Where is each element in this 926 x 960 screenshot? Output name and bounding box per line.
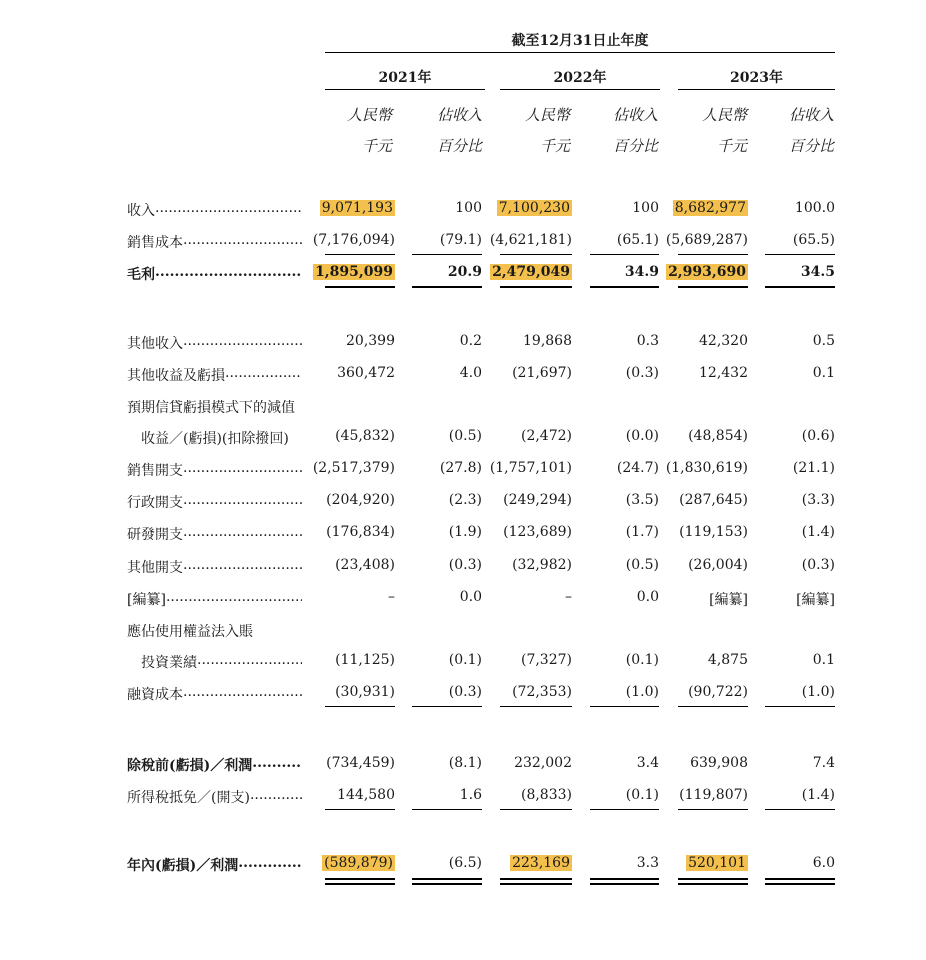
subtotal-rule (412, 254, 482, 255)
cell-value: (5,689,287) (665, 232, 748, 248)
cell-value: 2,479,049 (492, 264, 570, 280)
cell-value: (287,645) (679, 492, 748, 508)
cell-value: (1.4) (801, 524, 835, 540)
unit-percent-line1: 佔收入 (436, 106, 482, 124)
row-label: 預期信貸虧損模式下的減值 (127, 400, 295, 416)
cell-value: (65.1) (616, 232, 659, 248)
subtotal-rule (500, 809, 572, 810)
unit-amount-line2: 千元 (716, 137, 747, 155)
cell-value: 4.0 (459, 365, 482, 381)
cell-value: 0.1 (812, 652, 835, 668)
subtotal-rule (325, 286, 395, 288)
cell-value: 223,169 (512, 855, 570, 871)
cell-percent-2023 (725, 524, 835, 540)
row-label (141, 652, 302, 672)
cell-value: 7.4 (812, 755, 835, 771)
subtotal-rule (765, 809, 835, 810)
cell-value: 0.3 (636, 333, 659, 349)
cell-value: 1.6 (459, 787, 482, 803)
cell-value: 100 (632, 200, 659, 216)
cell-value: 19,868 (523, 333, 572, 349)
cell-value: 6.0 (812, 855, 835, 871)
cell-value: (1.0) (625, 684, 659, 700)
cell-value: (48,854) (688, 428, 748, 444)
row-label (127, 333, 302, 353)
cell-percent-2023 (725, 855, 835, 871)
cell-percent-2023 (725, 492, 835, 508)
year-rule-2022 (500, 89, 660, 90)
cell-value: (589,879) (324, 855, 393, 871)
cell-value: (0.3) (801, 557, 835, 573)
year-2023: 2023年 (730, 70, 783, 86)
cell-percent-2023 (725, 428, 835, 444)
subtotal-rule (500, 706, 572, 707)
cell-value: (2,517,379) (312, 460, 395, 476)
row-label (127, 755, 302, 775)
double-total-rule (325, 878, 395, 885)
cell-value: (1.4) (801, 787, 835, 803)
cell-value: 0.2 (459, 333, 482, 349)
subtotal-rule (412, 706, 482, 707)
cell-value: (65.5) (792, 232, 835, 248)
cell-value: (119,153) (679, 524, 748, 540)
row-label-text: 除稅前(虧損)／利潤 (127, 758, 253, 774)
row-label (127, 232, 302, 252)
cell-value: 7,100,230 (498, 200, 570, 216)
unit-amount-line1: 人民幣 (524, 106, 570, 124)
row-label-text: 毛利 (127, 267, 155, 283)
cell-value: (26,004) (688, 557, 748, 573)
cell-percent-2023 (725, 264, 835, 280)
cell-value: (21.1) (792, 460, 835, 476)
cell-value: 1,895,099 (315, 264, 393, 280)
cell-value: (27.8) (439, 460, 482, 476)
cell-value: (249,294) (503, 492, 572, 508)
subtotal-rule (678, 254, 748, 255)
cell-value: (0.3) (448, 684, 482, 700)
cell-value: (176,834) (326, 524, 395, 540)
cell-value: (7,176,094) (312, 232, 395, 248)
row-label (127, 787, 302, 807)
cell-value: 34.5 (800, 264, 835, 280)
row-label (127, 855, 302, 875)
cell-percent-2023 (725, 460, 835, 476)
row-label-text: 所得稅抵免／(開支) (127, 790, 250, 806)
cell-value: (1.7) (625, 524, 659, 540)
cell-value: 34.9 (624, 264, 659, 280)
cell-value: 9,071,193 (321, 200, 393, 216)
cell-percent-2023 (725, 557, 835, 573)
cell-value: (23,408) (335, 557, 395, 573)
row-label-text: 銷售成本 (127, 235, 183, 251)
cell-value: 3.4 (636, 755, 659, 771)
row-label (127, 524, 302, 544)
cell-value: (90,722) (688, 684, 748, 700)
cell-value: 232,002 (514, 755, 572, 771)
subtotal-rule (325, 254, 395, 255)
cell-value: 0.0 (459, 589, 482, 605)
cell-value: (1.9) (448, 524, 482, 540)
cell-value: (3.5) (625, 492, 659, 508)
subtotal-rule (590, 809, 659, 810)
row-label (127, 264, 302, 284)
year-rule-2023 (678, 89, 835, 90)
cell-value: (7,327) (520, 652, 572, 668)
row-label-text: 融資成本 (127, 687, 183, 703)
row-label-text: 研發開支 (127, 527, 183, 543)
cell-value: (0.3) (448, 557, 482, 573)
cell-value: (0.5) (448, 428, 482, 444)
cell-value: [編纂] (796, 592, 835, 608)
cell-percent-2023 (725, 232, 835, 248)
cell-value: (0.1) (625, 652, 659, 668)
unit-amount-line2: 千元 (361, 137, 392, 155)
row-label-text: 銷售開支 (127, 463, 183, 479)
cell-value: (6.5) (448, 855, 482, 871)
double-total-rule (678, 878, 748, 885)
cell-value: (0.5) (625, 557, 659, 573)
cell-value: 20.9 (447, 264, 482, 280)
subtotal-rule (500, 254, 572, 255)
leader-dots (155, 264, 302, 284)
cell-percent-2023 (725, 652, 835, 668)
double-total-rule (412, 878, 482, 885)
cell-percent-2023 (725, 787, 835, 803)
year-2021: 2021年 (378, 70, 432, 86)
row-label-text: 年內(虧損)／利潤 (127, 858, 239, 874)
row-label (127, 684, 302, 704)
subtotal-rule (678, 706, 748, 707)
cell-percent-2023 (725, 684, 835, 700)
leader-dots (166, 589, 302, 609)
cell-value: (32,982) (512, 557, 572, 573)
row-label-text: 投資業績 (141, 655, 197, 671)
row-label-text: [編纂] (127, 592, 166, 608)
cell-value: 0.0 (636, 589, 659, 605)
cell-value: (0.3) (625, 365, 659, 381)
row-label-text: 其他收入 (127, 336, 183, 352)
cell-value: [編纂] (709, 592, 748, 608)
cell-value: (8,833) (520, 787, 572, 803)
unit-percent-line2: 百分比 (436, 137, 482, 155)
subtotal-rule (590, 706, 659, 707)
row-label (127, 589, 302, 609)
cell-value: (21,697) (512, 365, 572, 381)
subtotal-rule (325, 809, 395, 810)
cell-value: 100.0 (794, 200, 835, 216)
cell-value: 520,101 (688, 855, 746, 871)
cell-value: (45,832) (335, 428, 395, 444)
cell-value: (3.3) (801, 492, 835, 508)
cell-percent-2023 (725, 200, 835, 216)
row-label (127, 460, 302, 480)
cell-value: (4,621,181) (489, 232, 572, 248)
cell-value: 100 (455, 200, 482, 216)
cell-value: (0.1) (448, 652, 482, 668)
subtotal-rule (590, 286, 659, 288)
period-header: 截至12月31日止年度 (511, 33, 649, 49)
double-total-rule (500, 878, 572, 885)
subtotal-rule (325, 706, 395, 707)
row-label-text: 其他收益及虧損 (127, 368, 225, 384)
cell-value: 42,320 (699, 333, 748, 349)
year-2022: 2022年 (553, 70, 607, 86)
subtotal-rule (590, 254, 659, 255)
cell-percent-2023 (725, 755, 835, 771)
cell-value: (24.7) (616, 460, 659, 476)
cell-value: (72,353) (512, 684, 572, 700)
cell-value: (2,472) (520, 428, 572, 444)
cell-value: 3.3 (636, 855, 659, 871)
cell-value: (123,689) (503, 524, 572, 540)
row-label-text: 收入 (127, 203, 155, 219)
cell-value: (1,830,619) (665, 460, 748, 476)
cell-value: 360,472 (337, 365, 395, 381)
unit-percent-line2: 百分比 (788, 137, 834, 155)
cell-value: (0.1) (625, 787, 659, 803)
subtotal-rule (765, 286, 835, 288)
cell-value: (1,757,101) (489, 460, 572, 476)
unit-amount-line1: 人民幣 (346, 106, 392, 124)
cell-value: (11,125) (335, 652, 395, 668)
row-label (127, 557, 302, 577)
cell-percent-2023 (725, 365, 835, 381)
unit-amount-line2: 千元 (539, 137, 570, 155)
row-label-text: 行政開支 (127, 495, 183, 511)
cell-value: 4,875 (707, 652, 748, 668)
cell-value: (119,807) (679, 787, 748, 803)
cell-percent-2023 (725, 589, 835, 609)
row-label-text: 其他開支 (127, 560, 183, 576)
leader-dots (155, 200, 302, 220)
subtotal-rule (412, 286, 482, 288)
row-label (127, 492, 302, 512)
cell-value: – (565, 589, 572, 605)
cell-value: (2.3) (448, 492, 482, 508)
cell-value: (1.0) (801, 684, 835, 700)
subtotal-rule (765, 706, 835, 707)
unit-amount-line1: 人民幣 (701, 106, 747, 124)
subtotal-rule (412, 809, 482, 810)
cell-value: 2,993,690 (668, 264, 746, 280)
cell-value: 8,682,977 (674, 200, 746, 216)
cell-value: (8.1) (448, 755, 482, 771)
row-label: 收益／(虧損)(扣除撥回) (141, 431, 289, 447)
row-label: 應佔使用權益法入賬 (127, 624, 253, 640)
cell-value: 12,432 (699, 365, 748, 381)
period-rule (325, 52, 835, 53)
unit-percent-line2: 百分比 (612, 137, 658, 155)
cell-value: – (388, 589, 395, 605)
cell-value: 0.1 (812, 365, 835, 381)
unit-percent-line1: 佔收入 (612, 106, 658, 124)
double-total-rule (590, 878, 659, 885)
row-label (127, 200, 302, 220)
year-rule-2021 (325, 89, 485, 90)
row-label (127, 365, 302, 385)
cell-value: (734,459) (326, 755, 395, 771)
cell-value: (30,931) (335, 684, 395, 700)
cell-value: 0.5 (812, 333, 835, 349)
subtotal-rule (678, 286, 748, 288)
subtotal-rule (765, 254, 835, 255)
cell-value: 20,399 (346, 333, 395, 349)
subtotal-rule (500, 286, 572, 288)
cell-value: 144,580 (337, 787, 395, 803)
double-total-rule (765, 878, 835, 885)
cell-value: (79.1) (439, 232, 482, 248)
cell-value: (0.6) (801, 428, 835, 444)
unit-percent-line1: 佔收入 (788, 106, 834, 124)
cell-value: 639,908 (690, 755, 748, 771)
cell-value: (204,920) (326, 492, 395, 508)
cell-percent-2023 (725, 333, 835, 349)
subtotal-rule (678, 809, 748, 810)
cell-value: (0.0) (625, 428, 659, 444)
